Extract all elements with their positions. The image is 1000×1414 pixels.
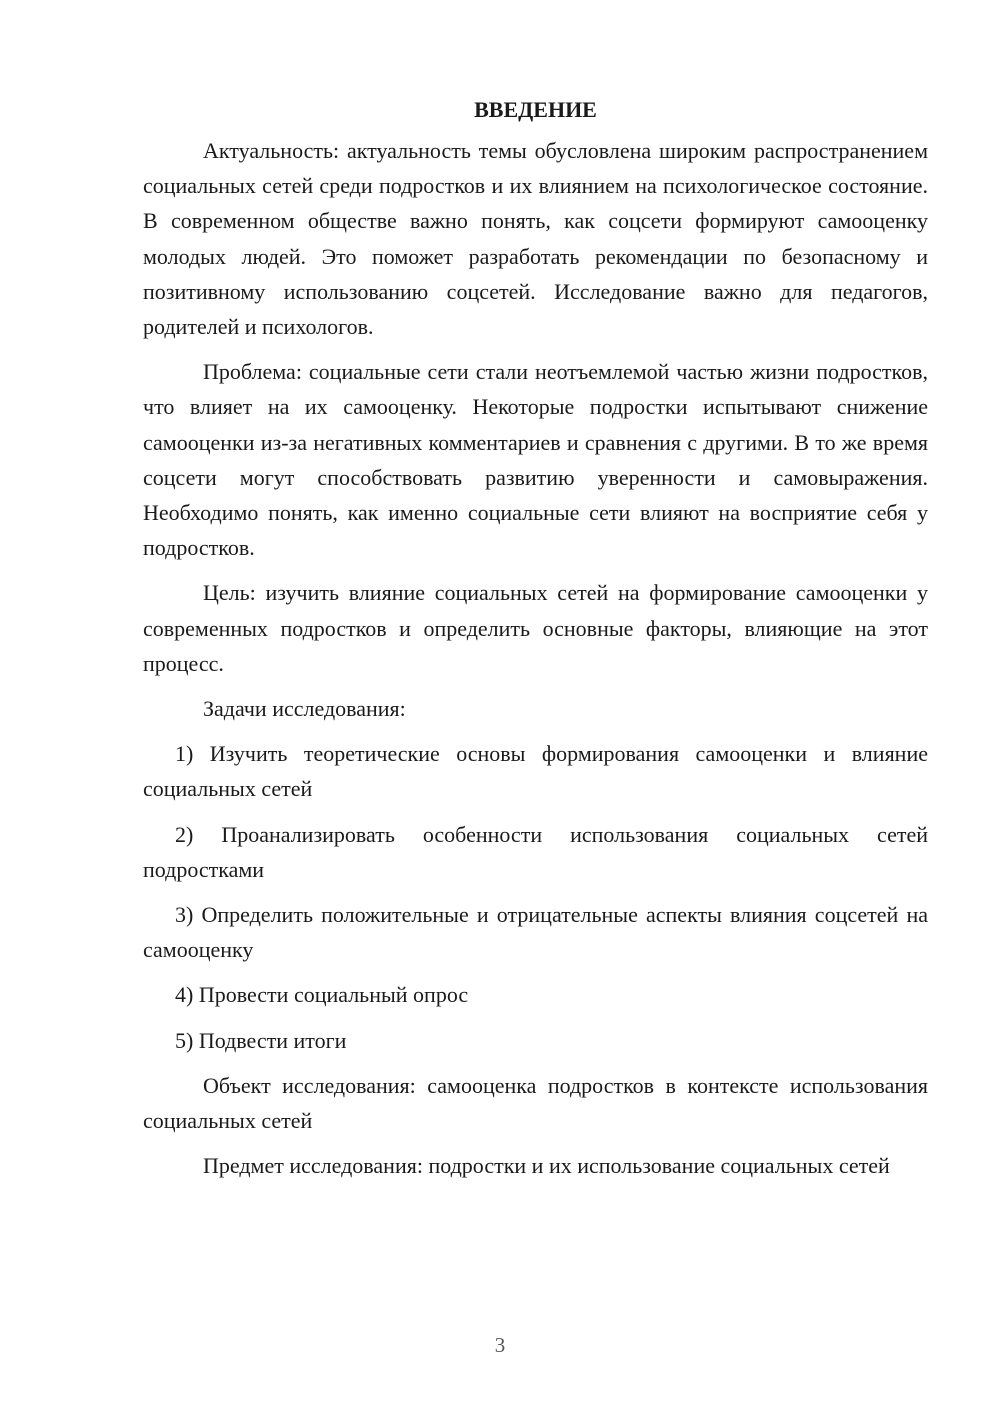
task-item: 2) Проанализировать особенности использования социальных сетей подростками [143,821,928,882]
page-body [143,95,928,1193]
object-paragraph: Объект исследования: самооценка подростков в контексте использования социальных сетей [143,1072,928,1134]
task-item: 1) Изучить теоретические основы формирования самооценки и влияние социальных сетей [143,741,928,802]
task-item: 3) Определить положительные и отрицательные аспекты влияния соцсетей на самооценку [143,902,928,963]
page-number: 3 [494,1333,506,1357]
goal-paragraph: Цель: изучить влияние социальных сетей на формирование самооценки у современных подростков и определить основные факторы, влияющие на этот процесс. [143,580,928,676]
task-item: 4) Провести социальный опрос [175,982,469,1008]
problem-paragraph: Проблема: социальные сети стали неотъемлемой частью жизни подростков, что влияет на их самооценку. Некоторые подростки испытывают снижение самооценки из-за негативных комментариев и сравнения с другими. В то же время соцсети могут способствовать развитию уверенности и самовыражения. Необходимо понять, как именно социальные сети влияют на восприятие себя у подростков. [143,359,928,561]
task-item: 5) Подвести итоги [175,1027,347,1053]
page-title: ВВЕДЕНИЕ [474,97,597,122]
relevance-paragraph: Актуальность: актуальность темы обусловлена широким распространением социальных сетей среди подростков и их влиянием на психологическое состояние. В современном обществе важно понять, как соцсети формируют самооценку молодых людей. Это поможет разработать рекомендации по безопасному и позитивному использованию соцсетей. Исследование важно для педагогов, родителей и психологов. [143,138,928,340]
subject-paragraph: Предмет исследования: подростки и их использование социальных сетей [203,1153,890,1179]
tasks-heading: Задачи исследования: [203,696,406,722]
